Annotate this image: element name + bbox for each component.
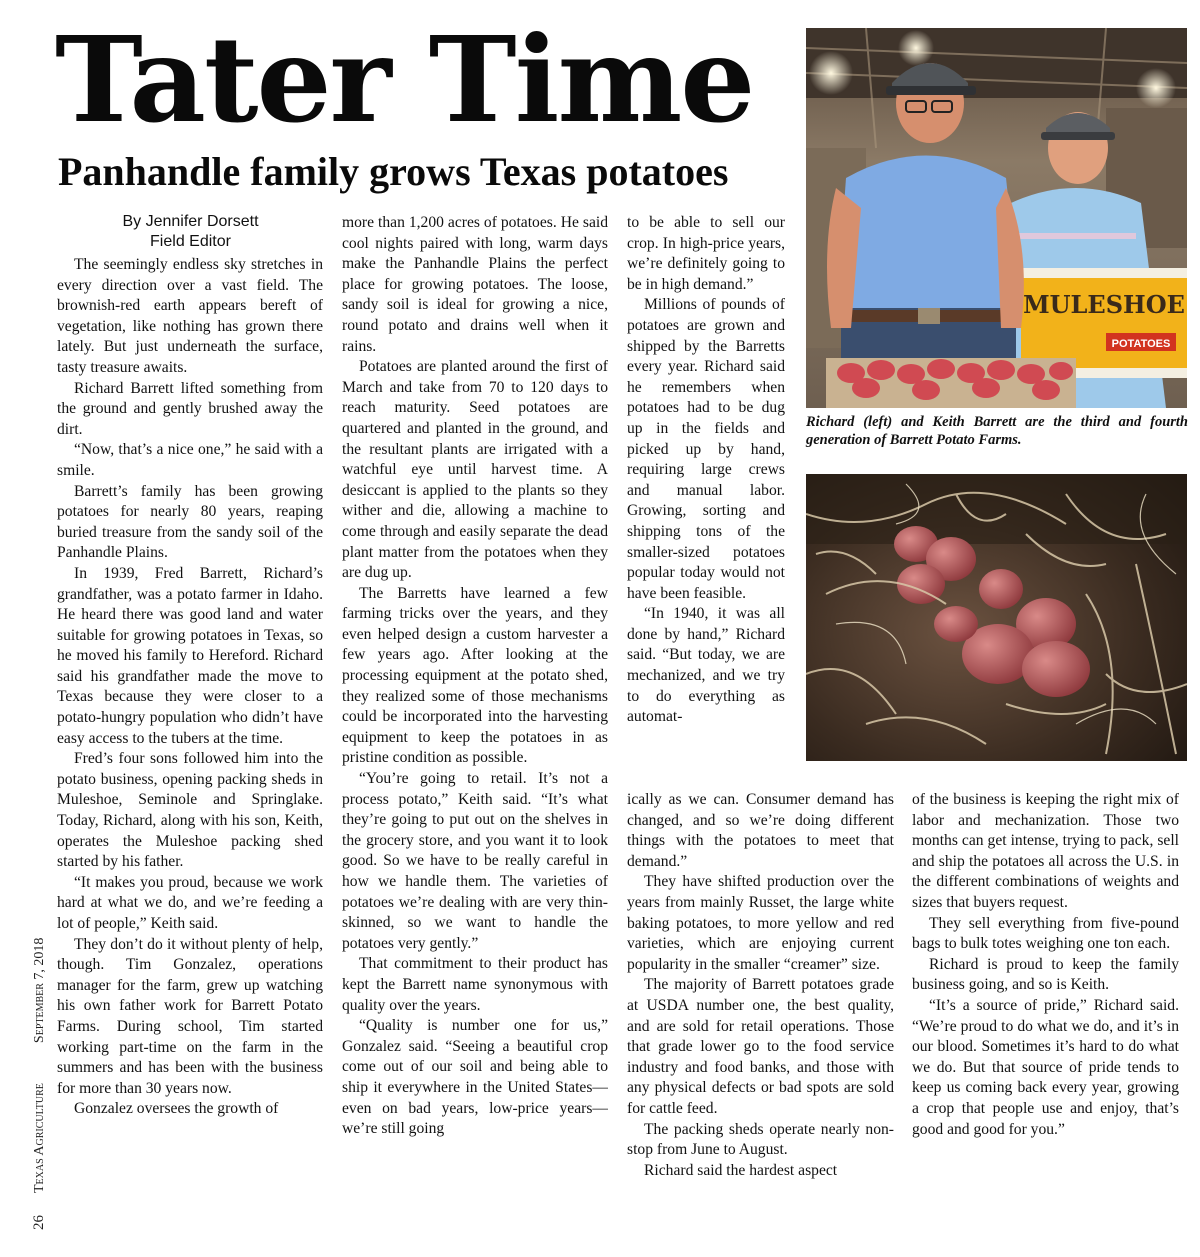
paragraph: “Now, that’s a nice one,” he said with a smile. (57, 441, 323, 479)
paragraph: Millions of pounds of potatoes are grown and shipped by the Barretts every year. Richard said he remembers when potatoes had to be dug up in the fields and picked up by hand, requiring large crews and manual labor. Growing, sorting and shipping tons of the smaller-sized potatoes popular today would not have been feasible. (627, 296, 785, 602)
paragraph: “Quality is number one for us,” Gonzalez said. “Seeing a beautiful crop come out of our soil and being able to ship it everywhere in the United States—even on bad years, low-price years—we’re still going (342, 1017, 608, 1138)
article-column-4 (912, 790, 1179, 1230)
box-sub-text: POTATOES (1111, 338, 1171, 350)
paragraph: Fred’s four sons followed him into the potato business, opening packing sheds in Muleshoe, Seminole and Springlake. Today, Richard, along with his son, Keith, operates the Muleshoe packing shed started by his father. (57, 750, 323, 871)
page-sidebar (30, 938, 49, 1230)
page-number: 26 (31, 1215, 47, 1230)
article-column-3-lower (627, 790, 894, 1230)
paragraph: “In 1940, it was all done by hand,” Richard said. “But today, we are mechanized, and we try to do everything as automat- (627, 605, 785, 726)
paragraph: They sell everything from five-pound bags to bulk totes weighing one ton each. (912, 914, 1179, 953)
paragraph: The Barretts have learned a few farming tricks over the years, and they even helped design a custom harvester a few years ago. After looking at the processing equipment at the potato shed, they realized some of those mechanisms could be incorporated into the harvesting equipment to keep the potatoes in as pristine condition as possible. (342, 584, 608, 767)
byline (58, 212, 323, 252)
paragraph: “You’re going to retail. It’s not a process potato,” Keith said. “It’s what they’re going to put out on the shelves in the grocery store, and you want it to look good. So we have to be really careful in how we handle them. The varieties of potatoes we’re dealing with are very thin-skinned, so we want to handle the potatoes very gently.” (342, 770, 608, 952)
subheadline: Panhandle family grows Texas potatoes (58, 149, 729, 194)
box-brand-text: MULESHOE (1023, 290, 1185, 319)
paragraph: Potatoes are planted around the first of March and take from 70 to 120 days to reach maturity. Seed potatoes are quartered and planted in the ground, and the resultant plants are irrigated with a watchful eye until harvest time. A desiccant is applied to the plants so they wither and die, allowing a machine to come through and easily separate the dead plant matter from the potatoes when they are dug up. (342, 358, 608, 582)
issue-date: September 7, 2018 (32, 937, 47, 1044)
paragraph: The majority of Barrett potatoes grade at USDA number one, the best quality, and are sold for retail operations. Those that grade lower go to the food service industry and food banks, and those with any physical defects or bad spots are sold for cattle feed. (627, 976, 894, 1117)
paragraph: “It makes you proud, because we work hard at what we do, and we’re feeding a lot of people,” Keith said. (57, 873, 323, 932)
headline: Tater Time (55, 10, 754, 149)
paragraph: Richard is proud to keep the family business going, and so is Keith. (912, 955, 1179, 994)
photo-barretts-in-shed (806, 28, 1187, 408)
article-column-3-upper (627, 213, 785, 793)
paragraph: Richard Barrett lifted something from the ground and gently brushed away the dirt. (57, 379, 323, 438)
paragraph: In 1939, Fred Barrett, Richard’s grandfather, was a potato farmer in Idaho. He heard there was good land and water suitable for growing potatoes in Texas, so he moved his family to Hereford. Richard said his grandfather made the move to Texas because they were closer to a potato-hungry population who didn’t have easy access to the tubers at the time. (57, 564, 323, 747)
photo-caption: Richard (left) and Keith Barrett are the third and fourth generation of Barrett Potato Farms. (806, 414, 1188, 448)
paragraph: Gonzalez oversees the growth of (74, 1100, 279, 1118)
photo-illustration (806, 28, 1187, 408)
paragraph: Richard said the hardest aspect (644, 1161, 838, 1179)
article-column-1 (57, 255, 323, 1230)
paragraph: The packing sheds operate nearly non-stop from June to August. (627, 1120, 894, 1159)
paragraph: They don’t do it without plenty of help, though. Tim Gonzalez, operations manager for the farm, grew up watching his own father work for Barrett Potato Farms. During school, Tim started working part-time on the farm in the summers and has been with the business for more than 30 years now. (57, 935, 323, 1097)
paragraph: “It’s a source of pride,” Richard said. “We’re proud to do what we do, and it’s in our blood. Sometimes it’s hard to do what we do. But that source of pride tends to keep us coming back every year, growing a crop that people use and enjoy, that’s good and good for you.” (912, 996, 1179, 1138)
paragraph-continued: ically as we can. Consumer demand has changed, and so we’re doing different things with the potatoes to meet that demand.” (627, 791, 894, 870)
byline-author: By Jennifer Dorsett (122, 213, 259, 230)
paragraph-continued: more than 1,200 acres of potatoes. He said cool nights paired with long, warm days make the Panhandle Plains the perfect place for growing potatoes. The loose, sandy soil is ideal for growing a nice, round potato and drains well when it rains. (342, 214, 608, 355)
paragraph: They have shifted production over the years from mainly Russet, the large white baking potatoes, to more yellow and red varieties, which are enjoying current popularity in the smaller “creamer” size. (627, 873, 894, 973)
photo-red-potatoes-in-field (806, 474, 1187, 761)
byline-role: Field Editor (150, 233, 231, 250)
paragraph: Barrett’s family has been growing potatoes for nearly 80 years, reaping buried treasure from the sandy soil of the Panhandle Plains. (57, 482, 323, 562)
paragraph: That commitment to their product has kept the Barrett name synonymous with quality over the years. (342, 955, 608, 1014)
paragraph: The seemingly endless sky stretches in every direction over a vast field. The brownish-red earth appears bereft of vegetation, like nothing has grown there lately. But just underneath the surface, tasty treasure awaits. (57, 256, 323, 376)
article-column-2 (342, 213, 608, 1230)
photo-illustration (806, 474, 1187, 761)
paragraph-continued: of the business is keeping the right mix of labor and mechanization. Those two months can get intense, trying to pack, sell and ship the potatoes all across the U.S. in the different combinations of weights and sizes that buyers request. (912, 791, 1179, 911)
publication-name: Texas Agriculture (32, 1083, 47, 1193)
paragraph-continued: to be able to sell our crop. In high-price years, we’re definitely going to be in high demand.” (627, 214, 785, 293)
